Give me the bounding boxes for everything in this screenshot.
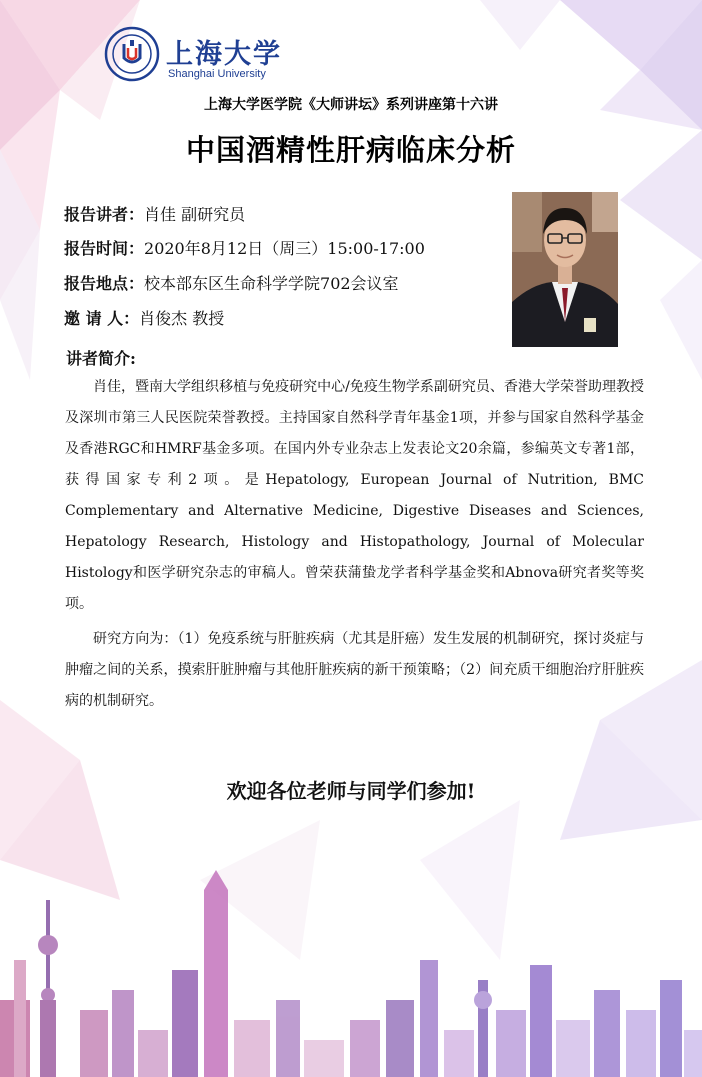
- info-label: 报告讲者：: [64, 205, 145, 224]
- info-value: 肖俊杰 教授: [139, 309, 225, 328]
- info-label: 报告地点：: [64, 274, 145, 293]
- lecture-title: 中国酒精性肝病临床分析: [185, 133, 516, 167]
- intro-heading: 讲者简介:: [66, 349, 136, 368]
- intro-text: 肖佳，暨南大学组织移植与免疫研究中心/免疫生物学系副研究员、香港大学荣誉助理教授及深圳市第三人民医院荣誉教授。主持国家自然科学青年基金1项，并参与国家自然科学基金及香港RGC和HMRF基金多项。在国内外专业杂志上发表论文20余篇，参编英文专著1部，获得国家专利2项。是Hepatology, European Journal of Nutrition, BMC Complementary and Alternative Medicine, Digestive Diseases and Sciences, Hepatology Research, Histology and Histopathology, Journal of Molecular Histology和医学研究杂志的审稿人。曾荣获蒲蛰龙学者科学基金奖和Abnova研究者奖等奖项。: [65, 379, 644, 612]
- info-time: [64, 237, 504, 261]
- welcome-message: 欢迎各位老师与同学们参加!: [226, 779, 476, 803]
- info-value: 2020年8月12日（周三）15:00-17:00: [144, 239, 425, 258]
- intro-paragraph-research: [65, 624, 644, 717]
- info-label: 报告时间：: [64, 239, 145, 258]
- info-speaker: [64, 203, 504, 227]
- logo-english-name: Shanghai University: [168, 68, 266, 80]
- university-logo: [104, 26, 294, 86]
- intro-paragraph-bio: [65, 372, 644, 620]
- info-value: 肖佳 副研究员: [144, 205, 246, 224]
- info-host: [64, 307, 504, 331]
- intro-text: 研究方向为：（1）免疫系统与肝脏疾病（尤其是肝癌）发生发展的机制研究，探讨炎症与肿瘤之间的关系，摸索肝脏肿瘤与其他肝脏疾病的新干预策略；（2）间充质干细胞治疗肝脏疾病的机制研究。: [65, 631, 644, 709]
- info-value: 校本部东区生命科学学院702会议室: [144, 274, 399, 293]
- logo-chinese-name: 上海大学: [166, 39, 282, 70]
- lecture-series: 上海大学医学院《大师讲坛》系列讲座第十六讲: [204, 97, 498, 113]
- info-location: [64, 272, 504, 296]
- info-label: 邀 请 人：: [64, 309, 140, 328]
- university-seal-icon: [104, 26, 160, 82]
- speaker-photo: [512, 192, 618, 347]
